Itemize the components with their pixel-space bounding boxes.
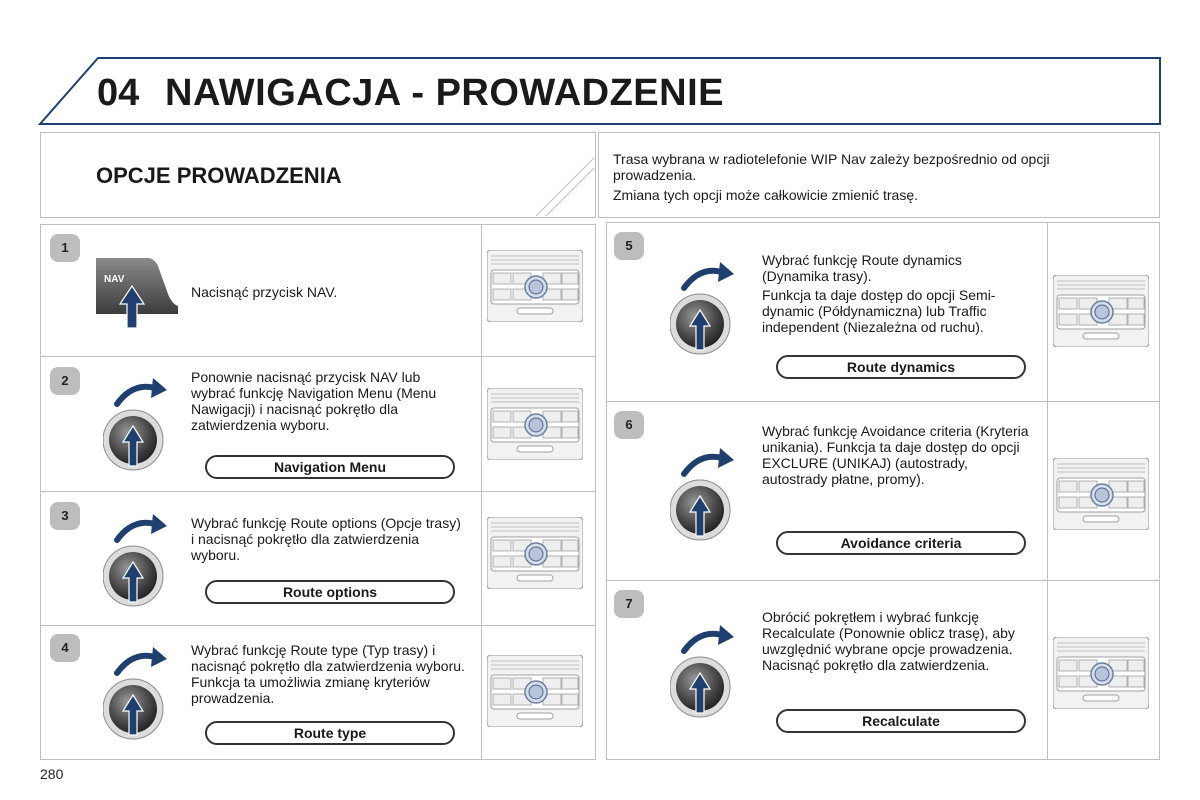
step-description [762, 423, 1032, 490]
step-text: Wybrać funkcję Route type (Typ trasy) i nacisnąć pokrętło dla zatwierdzenia wyboru. Funkcja ta umożliwia zmianę kryteriów prowadzenia. [191, 642, 465, 706]
step-number-badge: 4 [50, 634, 80, 662]
avoidance-criteria-button[interactable]: Avoidance criteria [776, 531, 1026, 555]
intro-paragraph-1: Trasa wybrana w radiotelefonie WIP Nav zależy bezpośrednio od opcji prowadzenia. [613, 151, 1050, 183]
rotary-knob-icon [670, 444, 736, 544]
step-description [191, 369, 466, 436]
radio-panel-icon [1053, 458, 1149, 530]
intro-panel [598, 132, 1160, 218]
nav-button-icon [92, 254, 180, 330]
radio-panel-icon [487, 655, 583, 727]
step-description [191, 515, 466, 566]
recalculate-button[interactable]: Recalculate [776, 709, 1026, 733]
radio-panel-icon [1053, 275, 1149, 347]
step-text: Wybrać funkcję Route dynamics (Dynamika trasy). [762, 252, 962, 284]
radio-panel-icon [487, 250, 583, 322]
step-text: Wybrać funkcję Avoidance criteria (Kryteria unikania). Funkcja ta daje dostęp do opcji EXCLURE (UNIKAJ) (autostrady, autostrady płatne, promy). [762, 423, 1029, 487]
radio-panel-icon [1053, 637, 1149, 709]
route-type-button[interactable]: Route type [205, 721, 455, 745]
step-text: Wybrać funkcję Route options (Opcje trasy) i nacisnąć pokrętło dla zatwierdzenia wyboru. [191, 515, 461, 563]
rotary-knob-icon [103, 643, 169, 743]
step-number-badge: 1 [50, 234, 80, 262]
rotary-knob-icon [103, 374, 169, 474]
step-number-badge: 6 [614, 411, 644, 439]
step-description [762, 252, 1032, 338]
radio-panel-icon [487, 517, 583, 589]
rotary-knob-icon [670, 258, 736, 358]
step-description [191, 642, 466, 709]
navigation-menu-button[interactable]: Navigation Menu [205, 455, 455, 479]
radio-panel-icon [487, 388, 583, 460]
step-description [191, 284, 471, 303]
step-description [762, 609, 1032, 676]
intro-paragraph-2: Zmiana tych opcji może całkowicie zmienić trasę. [613, 187, 918, 203]
panel-corner-decoration [530, 150, 596, 218]
step-number-badge: 2 [50, 367, 80, 395]
chapter-number: 04 [97, 72, 140, 114]
route-dynamics-button[interactable]: Route dynamics [776, 355, 1026, 379]
rotary-knob-icon [103, 510, 169, 610]
step-text: Funkcja ta daje dostęp do opcji Semi-dynamic (Półdynamiczna) lub Traffic independent (Niezależna od ruchu). [762, 287, 996, 335]
chapter-title: NAWIGACJA - PROWADZENIE [165, 72, 724, 114]
nav-key-label: NAV [104, 274, 125, 285]
step-number-badge: 3 [50, 502, 80, 530]
page-number: 280 [40, 766, 64, 782]
section-title: OPCJE PROWADZENIA [96, 163, 342, 188]
route-options-button[interactable]: Route options [205, 580, 455, 604]
step-number-badge: 5 [614, 232, 644, 260]
step-number-badge: 7 [614, 590, 644, 618]
step-text: Ponownie nacisnąć przycisk NAV lub wybrać funkcję Navigation Menu (Menu Nawigacji) i nacisnąć pokrętło dla zatwierdzenia wyboru. [191, 369, 437, 433]
step-text: Nacisnąć przycisk NAV. [191, 284, 338, 300]
step-text: Obrócić pokrętłem i wybrać funkcję Recalculate (Ponownie oblicz trasę), aby uwzględnić wybrane opcje prowadzenia. Nacisnąć pokrętło dla zatwierdzenia. [762, 609, 1015, 673]
rotary-knob-icon [670, 621, 736, 721]
